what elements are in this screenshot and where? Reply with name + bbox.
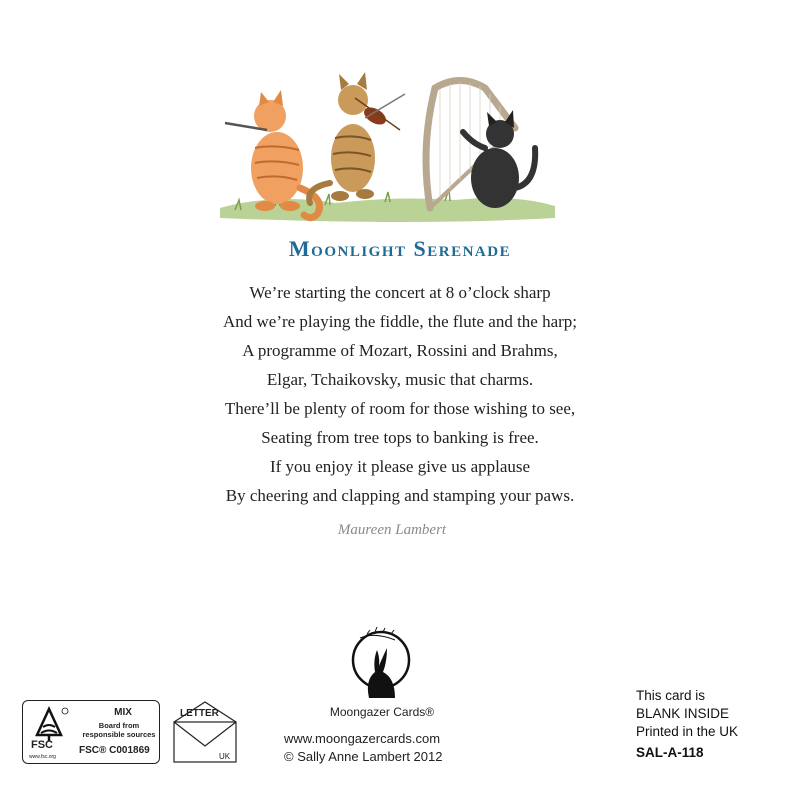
card-info-line: BLANK INSIDE (636, 706, 730, 721)
fsc-mix: MIX (114, 707, 132, 718)
poem-line: Elgar, Tchaikovsky, music that charms. (266, 370, 534, 389)
product-code: SAL-A-118 (636, 745, 704, 760)
letter-label: LETTER (180, 708, 219, 719)
brand-info (284, 730, 442, 766)
poem-line: A programme of Mozart, Rossini and Brahms, (242, 341, 558, 360)
fsc-url: www.fsc.org (29, 754, 56, 760)
poem-line: And we’re playing the fiddle, the flute and the harp; (222, 312, 578, 331)
fiddle-cat-icon (309, 72, 405, 203)
fsc-board (81, 721, 157, 739)
moon-hare-icon (345, 620, 415, 700)
copyright: © Sally Anne Lambert 2012 (284, 749, 443, 764)
fsc-board-line: responsible sources (82, 730, 156, 739)
fsc-code: FSC® C001869 (79, 745, 150, 756)
website-link[interactable]: www.moongazercards.com (284, 731, 441, 746)
fsc-board-line: Board from (98, 721, 140, 730)
poem-line: We’re starting the concert at 8 o’clock sharp (249, 283, 551, 302)
page-title: Moonlight Serenade (288, 236, 512, 261)
poem-line: If you enjoy it please give us applause (269, 457, 531, 476)
harp-cat-icon (426, 81, 535, 209)
card-info (636, 687, 738, 762)
cat-musicians-illustration (215, 68, 560, 228)
fsc-word: FSC (31, 739, 53, 751)
poem-line: By cheering and clapping and stamping your paws. (225, 486, 575, 505)
poem (0, 278, 800, 510)
fsc-badge (22, 700, 160, 764)
card-info-line: Printed in the UK (636, 724, 739, 739)
card-info-line: This card is (636, 688, 706, 703)
poem-line: Seating from tree tops to banking is free. (261, 428, 539, 447)
poem-author: Maureen Lambert (337, 522, 447, 538)
letter-country: UK (219, 752, 231, 761)
brand-name: Moongazer Cards® (329, 705, 435, 719)
poem-line: There’ll be plenty of room for those wishing to see, (224, 399, 576, 418)
fsc-tree-icon (29, 705, 71, 761)
